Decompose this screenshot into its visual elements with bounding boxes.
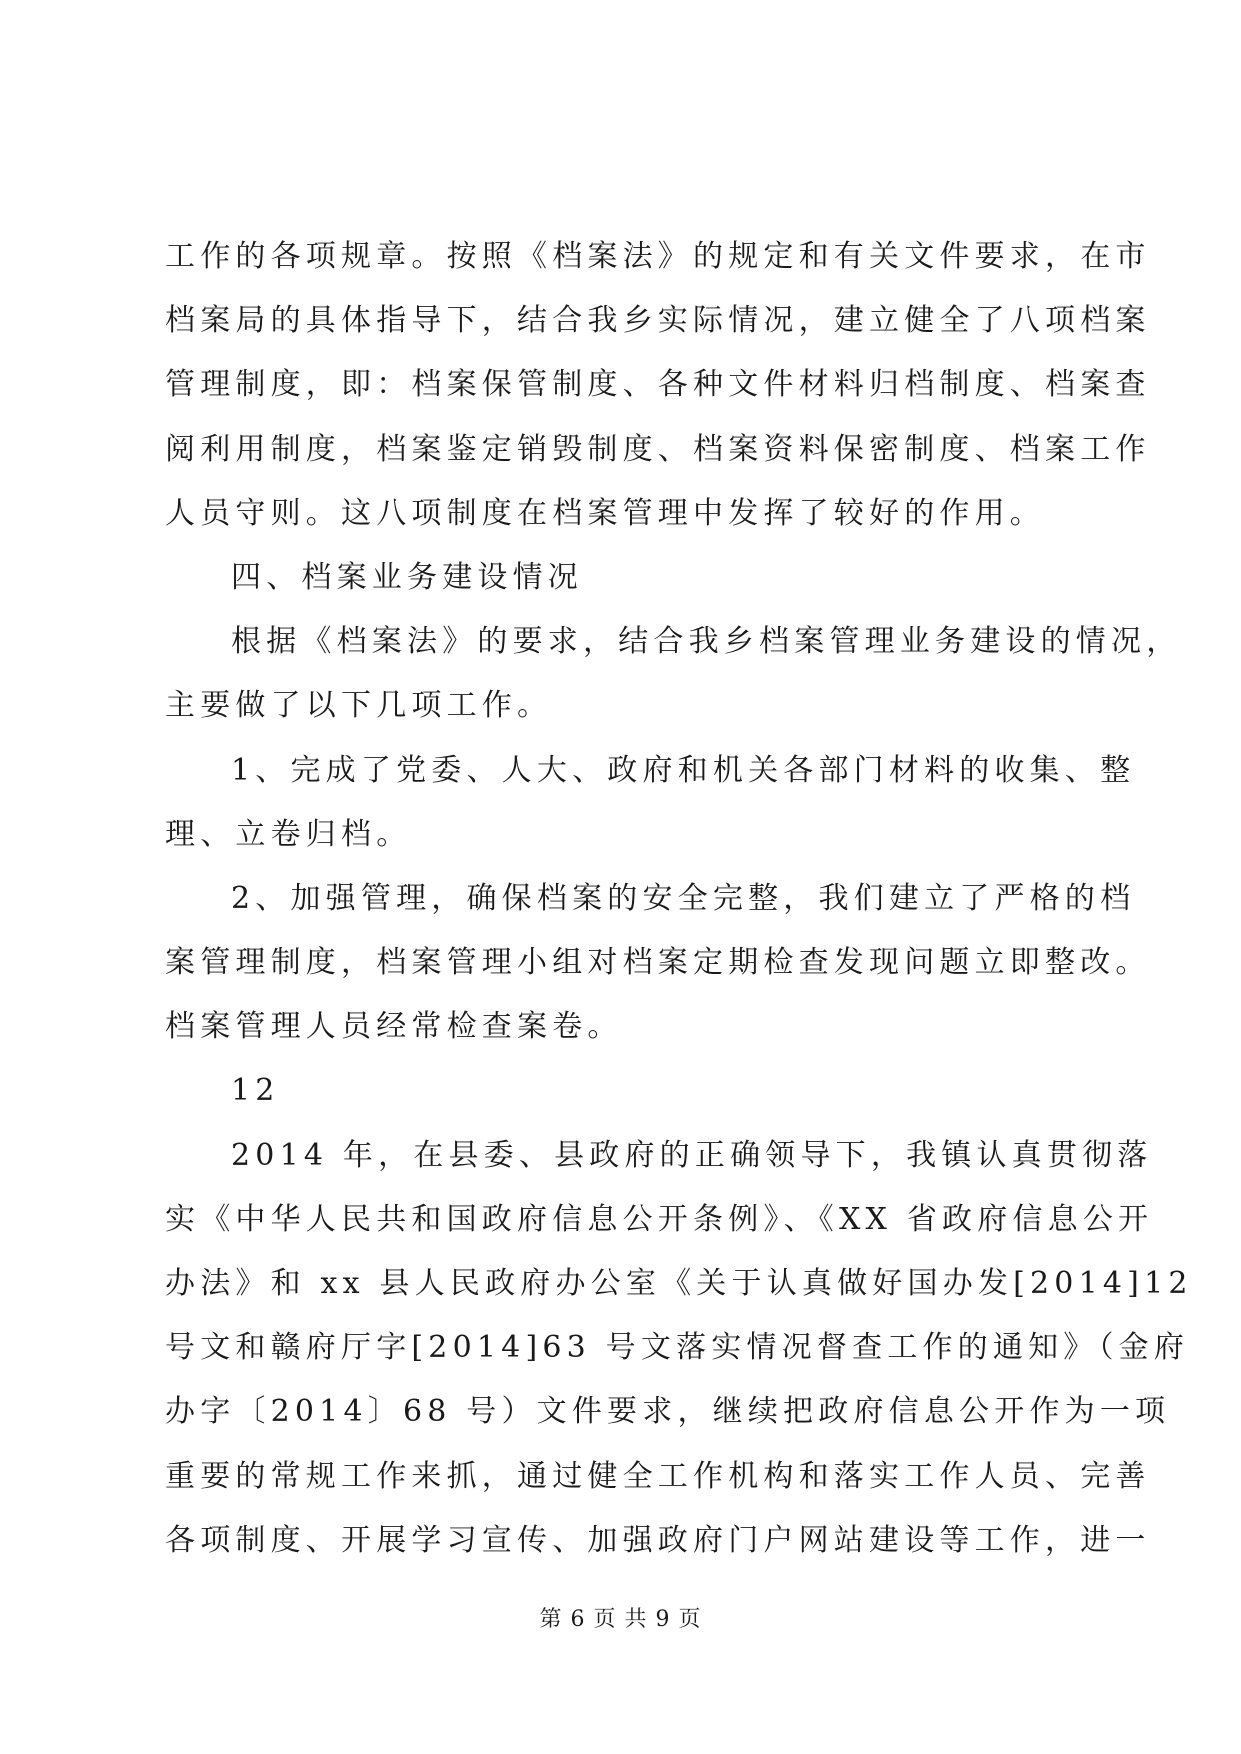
text-line: 档案管理人员经常检查案卷。 bbox=[165, 1009, 623, 1045]
text-line: 阅利用制度，档案鉴定销毁制度、档案资料保密制度、档案工作 bbox=[165, 431, 1151, 467]
text-line: 办字〔2014〕68 号）文件要求，继续把政府信息公开作为一项 bbox=[165, 1394, 1171, 1430]
text-line: 档案局的具体指导下，结合我乡实际情况，建立健全了八项档案 bbox=[165, 303, 1151, 339]
text-line: 实《中华人民共和国政府信息公开条例》、《XX 省政府信息公开 bbox=[165, 1201, 1154, 1237]
text-line: 2014 年，在县委、县政府的正确领导下，我镇认真贯彻落 bbox=[231, 1137, 1153, 1173]
text-line: 1、完成了党委、人大、政府和机关各部门材料的收集、整 bbox=[231, 752, 1136, 788]
text-line: 根据《档案法》的要求，结合我乡档案管理业务建设的情况， bbox=[231, 624, 1182, 660]
body-text bbox=[165, 225, 1193, 1573]
text-line: 号文和赣府厅字[2014]63 号文落实情况督查工作的通知》（金府 bbox=[165, 1330, 1190, 1366]
text-line: 四、档案业务建设情况 bbox=[231, 559, 583, 595]
text-line: 办法》和 xx 县人民政府办公室《关于认真做好国办发[2014]12 bbox=[165, 1266, 1193, 1301]
text-line: 各项制度、开展学习宣传、加强政府门户网站建设等工作，进一 bbox=[165, 1522, 1151, 1558]
page-footer: 第 6 页 共 9 页 bbox=[539, 1607, 702, 1632]
text-line: 工作的各项规章。按照《档案法》的规定和有关文件要求，在市 bbox=[165, 239, 1151, 274]
text-line: 主要做了以下几项工作。 bbox=[165, 688, 553, 724]
text-line: 人员守则。这八项制度在档案管理中发挥了较好的作用。 bbox=[165, 495, 1045, 531]
text-line: 12 bbox=[231, 1073, 280, 1109]
text-line: 管理制度，即：档案保管制度、各种文件材料归档制度、档案查 bbox=[165, 367, 1151, 403]
text-line: 理、立卷归档。 bbox=[165, 816, 412, 852]
text-line: 重要的常规工作来抓，通过健全工作机构和落实工作人员、完善 bbox=[165, 1458, 1151, 1494]
text-line: 2、加强管理，确保档案的安全完整，我们建立了严格的档 bbox=[231, 880, 1136, 916]
text-line: 案管理制度，档案管理小组对档案定期检查发现问题立即整改。 bbox=[165, 945, 1151, 981]
